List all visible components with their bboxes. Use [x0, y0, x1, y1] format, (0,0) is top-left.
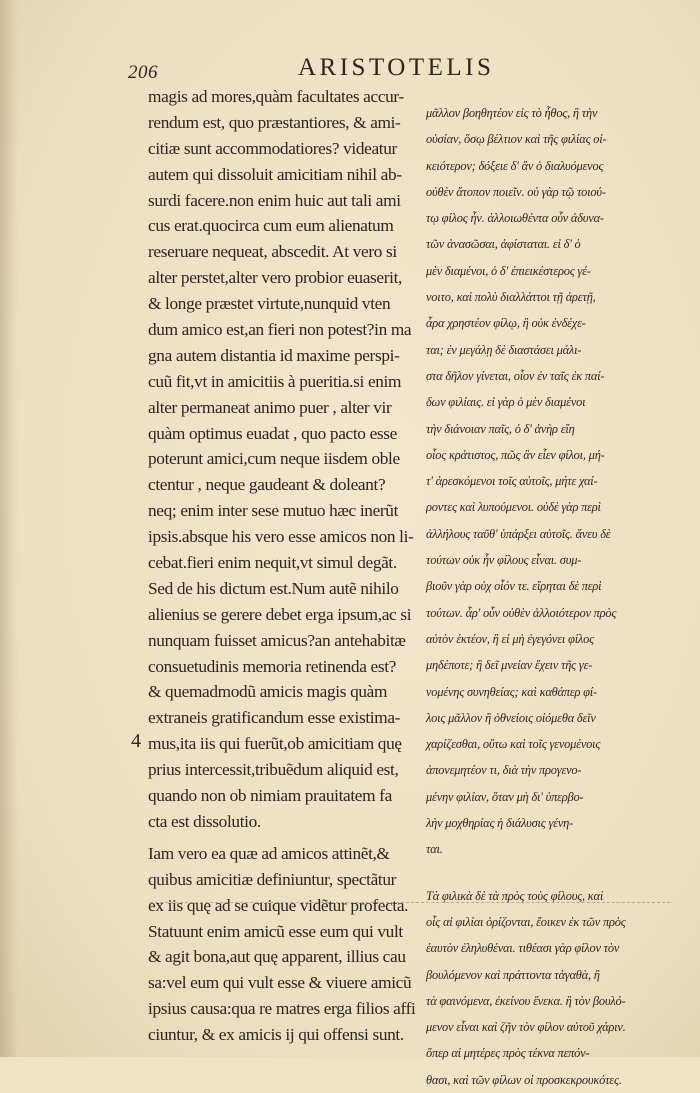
text-line: surdi facere.non enim huic aut tali ami — [148, 190, 401, 210]
text-line: τῶν ἀνασῶσαι, ἀφίσταται. εἰ δ' ὁ — [426, 237, 581, 252]
latin-column — [148, 84, 416, 1048]
text-line: cta est dissolutio. — [148, 811, 261, 831]
text-line: τούτων. ἆρ' οὖν οὐθὲν ἀλλοιότερον πρὸς — [426, 605, 617, 620]
text-line: quando non ob nimiam prauitatem fa — [148, 786, 392, 806]
text-line: magis ad mores,quàm facultates accur- — [148, 87, 404, 106]
text-line: alter perstet,alter vero probior euaserit, — [148, 268, 402, 288]
text-line: ται; ἐν μεγάλῃ δὲ διαστάσει μάλι- — [426, 342, 582, 357]
text-line: Sed de his dictum est.Num autẽ nihilo — [148, 578, 399, 598]
text-line: νομένης συνηθείας; καὶ καθάπερ φί- — [426, 684, 597, 699]
page-number: 206 — [128, 62, 158, 83]
text-line: λοις μᾶλλον ἢ ὀθνείοις οἰόμεθα δεῖν — [426, 710, 596, 725]
text-line: cuũ fit,vt in amicitiis à pueritia.si enim — [148, 371, 402, 391]
text-line: οἷος κράτιστος, πῶς ἂν εἶεν φίλοι, μή- — [426, 447, 605, 462]
text-line: οὐσίαν, ὅσῳ βέλτιον καὶ τῆς φιλίας οἰ- — [426, 132, 607, 147]
text-line: cus erat.quocirca cum eum alienatum — [148, 216, 394, 236]
text-line: μὲν διαμένοι, ὁ δ' ἐπιεικέστερος γέ- — [426, 263, 591, 278]
text-line: βιοῦν γὰρ οὐχ οἷόν τε. εἴρηται δὲ περὶ — [426, 579, 602, 594]
text-line: χαρίζεσθαι, οὕτω καὶ τοῖς γενομένοις — [426, 737, 601, 752]
text-line: poterunt amici,cum neque iisdem oble — [148, 449, 400, 469]
text-line: κειότερον; δόξειε δ' ἂν ὁ διαλυόμενος — [426, 158, 604, 173]
text-line: βουλόμενον καὶ πράττοντα τἀγαθὰ, ἢ — [426, 967, 600, 982]
text-line: ἀλλήλους ταῦθ' ὑπάρξει αὐτοῖς. ἄνευ δὲ — [426, 526, 611, 541]
text-line: & longe præstet virtute,nunquid vten — [148, 294, 391, 314]
text-line: autem qui dissoluit amicitiam nihil ab- — [148, 164, 402, 184]
text-line: Statuunt enim amicũ esse eum qui vult — [148, 921, 403, 941]
text-line: τὴν διάνοιαν παῖς, ὁ δ' ἀνὴρ εἴη — [426, 421, 575, 436]
text-line: quàm optimus euadat , quo pacto esse — [148, 423, 397, 443]
text-line: ἑαυτὸν ἐληλυθέναι. τιθέασι γὰρ φίλον τὸν — [426, 941, 620, 956]
text-line: στα δῆλον γίνεται, οἷον ἐν ταῖς ἐκ παί- — [426, 368, 605, 383]
text-line: οἷς αἱ φιλίαι ὁρίζονται, ἔοικεν ἐκ τῶν πρὸς — [426, 914, 626, 929]
text-line: λὴν μοχθηρίας ἡ διάλυσις γένη- — [426, 816, 573, 831]
text-line: sa:vel eum qui vult esse & viuere amicũ — [148, 973, 412, 993]
greek-column — [426, 100, 648, 1093]
text-line: cebat.fieri enim nequit,vt simul degãt. — [148, 553, 397, 573]
text-line: μᾶλλον βοηθητέον εἰς τὸ ἦθος, ἢ τὴν — [426, 106, 598, 120]
text-line: prius intercessit,tribuẽdum aliquid est, — [148, 760, 399, 780]
text-line: ex iis quę ad se cuique vidẽtur profecta. — [148, 895, 409, 915]
footer-rule — [150, 902, 670, 903]
text-line: δων φιλίαις. εἰ γὰρ ὁ μὲν διαμένοι — [426, 395, 586, 410]
text-line: ἀπονεμητέον τι, διὰ τὴν προγενο- — [426, 763, 582, 778]
running-head: ARISTOTELIS — [298, 54, 495, 81]
text-line: consuetudinis memoria retinenda est? — [148, 656, 396, 676]
text-line: alienius se gerere debet erga ipsum,ac si — [148, 604, 412, 624]
paragraph-gap — [426, 863, 648, 883]
text-line: & agit bona,aut quę apparent, illius cau — [148, 947, 406, 967]
text-line: citiæ sunt accommodatiores? videatur — [148, 138, 397, 158]
text-line: ἆρα χρηστέον φίλῳ, ἢ οὐκ ἐνδέχε- — [426, 316, 586, 331]
text-line: μένην φιλίαν, ὅταν μὴ δι' ὑπερβο- — [426, 789, 584, 804]
text-line: extraneis gratificandum esse existima- — [148, 708, 401, 728]
text-line: ται. — [426, 842, 443, 857]
text-line: τῳ φίλος ἦν. ἀλλοιωθέντα οὖν ἀδυνα- — [426, 211, 604, 226]
text-line: Τὰ φιλικὰ δὲ τὰ πρὸς τοὺς φίλους, καὶ — [426, 888, 604, 903]
page-gutter-shadow — [0, 0, 18, 1057]
text-line: mus,ita iis qui fuerũt,ob amicitiam quę — [148, 734, 402, 754]
text-line: οὐθὲν ἄτοπον ποιεῖν. οὐ γὰρ τῷ τοιού- — [426, 184, 606, 199]
text-line: neq; enim inter sese mutuo hæc inerũt — [148, 501, 399, 521]
text-line: gna autem distantia id maxime perspi- — [148, 345, 400, 365]
text-line: reseruare nequeat, abscedit. At vero si — [148, 242, 397, 262]
text-line: αὐτὸν ἑκτέον, ἢ εἰ μὴ ἐγεγόνει φίλος — [426, 631, 594, 646]
text-line: ipsius causa:qua re matres erga filios affi — [148, 999, 416, 1019]
text-line: μενον εἶναι καὶ ζῆν τὸν φίλον αὐτοῦ χάριν. — [426, 1020, 626, 1035]
text-line: θασι, καὶ τῶν φίλων οἱ προσκεκρουκότες. — [426, 1072, 622, 1087]
text-line: τὰ φαινόμενα, ἐκείνου ἕνεκα. ἢ τὸν βουλό- — [426, 993, 626, 1008]
text-line: rendum est, quo præstantiores, & ami- — [148, 112, 401, 132]
text-line: ipsis.absque his vero esse amicos non li- — [148, 527, 414, 547]
text-line: ctentur , neque gaudeant & doleant? — [148, 475, 386, 495]
text-line: & quemadmodũ amicis magis quàm — [148, 682, 388, 702]
text-line: nunquam fuisset amicus?an antehabitæ — [148, 630, 406, 650]
text-line: ροντες καὶ λυπούμενοι. οὐδὲ γὰρ περὶ — [426, 500, 601, 515]
text-line: Iam vero ea quæ ad amicos attinẽt,& — [148, 843, 390, 863]
text-line: alter permaneat animo puer , alter vir — [148, 397, 392, 417]
text-line: dum amico est,an fieri non potest?in ma — [148, 320, 412, 340]
text-line: νοιτο, καὶ πολὺ διαλλάττοι τῇ ἀρετῇ, — [426, 290, 596, 305]
section-marker: 4 — [131, 730, 141, 752]
text-line: τ' ἀρεσκόμενοι τοῖς αὐτοῖς, μήτε χαί- — [426, 474, 598, 489]
text-line: quibus amicitiæ definiuntur, spectãtur — [148, 869, 397, 889]
text-line: ὅπερ αἱ μητέρες πρὸς τέκνα πεπόν- — [426, 1046, 590, 1061]
text-line: ciuntur, & ex amicis ij qui offensi sunt. — [148, 1025, 404, 1045]
text-line: μηδέποτε; ἢ δεῖ μνείαν ἔχειν τῆς γε- — [426, 658, 593, 673]
text-line: τούτων οὐκ ἦν φίλους εἶναι. συμ- — [426, 553, 582, 568]
